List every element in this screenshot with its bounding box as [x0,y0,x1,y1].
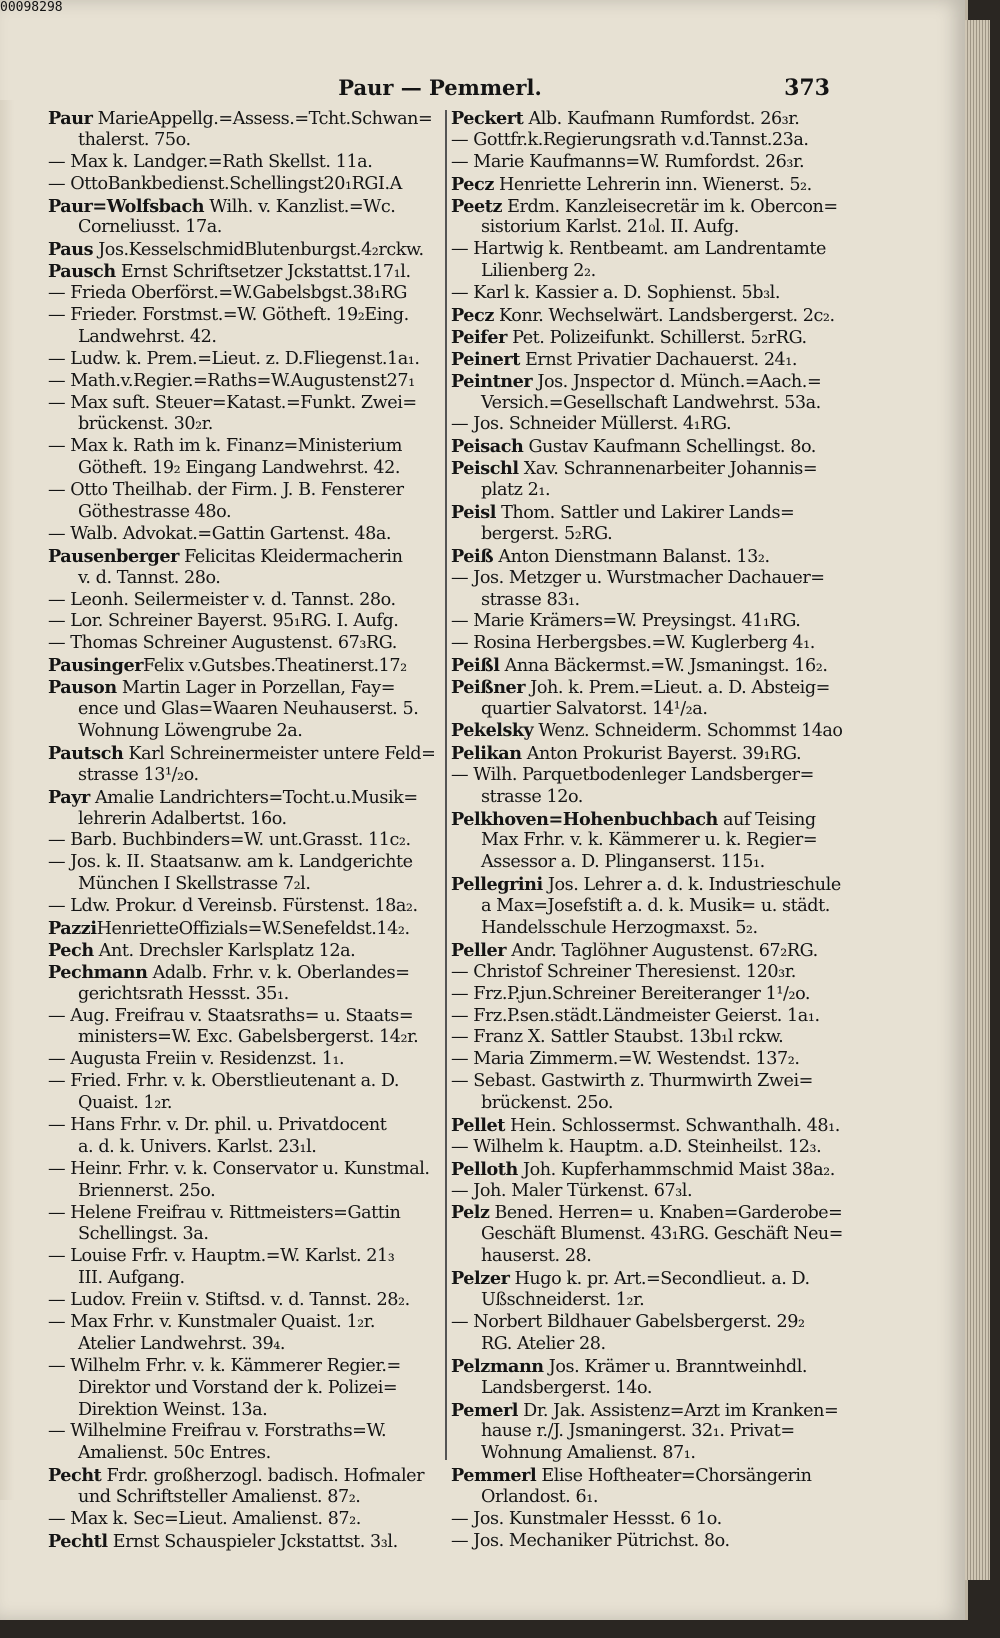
directory-line: Schellingst. 3a. [78,1224,209,1245]
directory-line: Amalienst. 50c Entres. [78,1443,271,1464]
column-divider [445,110,447,1460]
directory-line: Landwehrst. 42. [78,326,217,347]
directory-line: — Max k. Landger.=Rath Skellst. 11a. [48,151,373,172]
directory-line: — Norbert Bildhauer Gabelsbergerst. 29₂ [451,1311,805,1332]
surname-heading: Pelzmann [451,1355,544,1377]
directory-line: — Heinr. Frhr. v. k. Conservator u. Kunstmal. [48,1158,430,1179]
archive-stamp-number: 00098298 [0,0,63,15]
surname-heading: Payr [48,786,90,808]
surname-heading: Peller [451,939,507,961]
directory-line: — Marie Kaufmanns=W. Rumfordst. 26₃r. [451,151,805,172]
directory-line: Pelz Bened. Herren= u. Knaben=Garderobe= [451,1202,843,1223]
surname-heading: Pausch [48,261,116,283]
directory-line: a. d. k. Univers. Karlst. 23₁l. [78,1136,317,1157]
directory-line: — Walb. Advokat.=Gattin Gartenst. 48a. [48,523,392,544]
directory-line: Corneliusst. 17a. [78,217,222,238]
directory-line: Handelsschule Herzogmaxst. 5₂. [481,917,758,938]
directory-line: — Wilhelmine Freifrau v. Forstraths=W. [48,1421,387,1442]
directory-line: PausingerFelix v.Gutsbes.Theatinerst.17₂ [48,655,407,677]
directory-line: Pelzmann Jos. Krämer u. Branntweinhdl. [451,1355,808,1377]
surname-heading: Paur [48,108,93,129]
page-number: 373 [784,75,830,101]
surname-heading: Pemerl [451,1399,519,1421]
directory-line: ence und Glas=Waaren Neuhauserst. 5. [78,699,419,720]
directory-line: a Max=Josefstift a. d. k. Musik= u. städt. [481,896,830,917]
directory-line: hause r./J. Jsmaningerst. 32₁. Privat= [481,1421,795,1442]
directory-line: strasse 12o. [481,786,583,807]
surname-heading: Pelz [451,1202,490,1223]
directory-line: — Max Frhr. v. Kunstmaler Quaist. 1₂r. [48,1311,375,1332]
directory-line: Peinert Ernst Privatier Dachauerst. 24₁. [451,348,798,370]
directory-line: Geschäft Blumenst. 43₁RG. Geschäft Neu= [481,1224,843,1245]
directory-line: Direktor und Vorstand der k. Polizei= [78,1377,398,1398]
directory-line: — Ldw. Prokur. d Vereinsb. Fürstenst. 18a₂. [48,896,418,917]
directory-line: Pechmann Adalb. Frhr. v. k. Oberlandes= [48,961,410,983]
directory-line: Pelkhoven=Hohenbuchbach auf Teising [451,808,816,830]
directory-line: — Max k. Sec=Lieut. Amalienst. 87₂. [48,1509,361,1529]
surname-heading: Pelkhoven=Hohenbuchbach [451,808,718,830]
directory-line: Pelloth Joh. Kupferhammschmid Maist 38a₂. [451,1158,835,1180]
directory-line: Quaist. 1₂r. [78,1093,173,1114]
directory-line: Pechtl Ernst Schauspieler Jckstattst. 3₃l. [48,1530,398,1552]
surname-heading: Peischl [451,458,519,480]
directory-line: — Math.v.Regier.=Raths=W.Augustenst27₁ [48,370,415,391]
surname-heading: Peißner [451,677,526,699]
surname-heading: Peintner [451,370,533,392]
directory-line: strasse 13¹/₂o. [78,764,199,785]
directory-line: — Karl k. Kassier a. D. Sophienst. 5b₃l. [451,283,780,304]
directory-line: sistorium Karlst. 21₀l. II. Aufg. [481,217,739,238]
surname-heading: Pech [48,939,94,961]
directory-line: strasse 83₁. [481,589,580,610]
directory-line: — Frieda Oberförst.=W.Gabelsbgst.38₁RG [48,283,407,304]
surname-heading: Pecht [48,1465,102,1487]
directory-line: — Leonh. Seilermeister v. d. Tannst. 28o. [48,589,396,610]
directory-line: — Gottfr.k.Regierungsrath v.d.Tannst.23a. [451,129,809,150]
directory-line: Versich.=Gesellschaft Landwehrst. 53a. [481,392,821,413]
surname-heading: Pausenberger [48,545,179,567]
directory-line: — OttoBankbedienst.Schellingst20₁RGI.A [48,173,402,194]
directory-line: Peisach Gustav Kaufmann Schellingst. 8o. [451,436,816,458]
surname-heading: Pellegrini [451,874,543,896]
surname-heading: Pazzi [48,917,97,939]
directory-line: — Hans Frhr. v. Dr. phil. u. Privatdocent [48,1114,387,1135]
directory-line: Pautsch Karl Schreinermeister untere Feld= [48,742,436,764]
surname-heading: Peisl [451,502,496,524]
directory-line: thalerst. 75o. [78,129,191,150]
directory-line: Paur MarieAppellg.=Assess.=Tcht.Schwan= [48,108,433,129]
directory-line: Pecz Henriette Lehrerin inn. Wienerst. 5₂. [451,173,812,195]
directory-line: Peißner Joh. k. Prem.=Lieut. a. D. Absteig= [451,677,830,699]
surname-heading: Peisach [451,436,524,458]
surname-heading: Peiß [451,545,494,567]
directory-line: PazziHenrietteOffizials=W.Senefeldst.14₂. [48,917,410,939]
surname-heading: Paur=Wolfsbach [48,195,205,217]
directory-line: — Rosina Herbergsbes.=W. Kuglerberg 4₁. [451,633,815,654]
surname-heading: Pelloth [451,1158,518,1180]
directory-line: — Helene Freifrau v. Rittmeisters=Gattin [48,1202,401,1223]
directory-line: Assessor a. D. Plinganserst. 115₁. [481,852,765,873]
directory-line: — Ludw. k. Prem.=Lieut. z. D.Fliegenst.1a₁. [48,348,420,369]
directory-line: Pausenberger Felicitas Kleidermacherin [48,545,403,567]
page-edges [965,20,990,1580]
directory-line: — Jos. Mechaniker Pütrichst. 8o. [451,1530,730,1551]
directory-line: — Sebast. Gastwirth z. Thurmwirth Zwei= [451,1071,813,1092]
directory-line: platz 2₁. [481,480,551,501]
directory-line: — Jos. Metzger u. Wurstmacher Dachauer= [451,567,825,588]
surname-heading: Pellet [451,1114,505,1136]
directory-line: Pelzer Hugo k. pr. Art.=Secondlieut. a. D. [451,1268,810,1290]
directory-line: Peischl Xav. Schrannenarbeiter Johannis= [451,458,818,480]
directory-line: — Franz X. Sattler Staubst. 13b₁l rckw. [451,1027,784,1048]
directory-line: Pecht Frdr. großherzogl. badisch. Hofmaler [48,1465,425,1487]
directory-line: Max Frhr. v. k. Kämmerer u. k. Regier= [481,830,818,851]
directory-line: — Joh. Maler Türkenst. 67₃l. [451,1180,693,1201]
directory-line: brückenst. 30₂r. [78,414,213,435]
directory-line: — Wilhelm k. Hauptm. a.D. Steinheilst. 12₃. [451,1136,822,1157]
directory-line: quartier Salvatorst. 14¹/₂a. [481,699,708,720]
directory-line: — Aug. Freifrau v. Staatsraths= u. Staats= [48,1005,414,1026]
directory-line: Pauson Martin Lager in Porzellan, Fay= [48,677,396,699]
directory-line: — Augusta Freiin v. Residenzst. 1₁. [48,1049,345,1070]
directory-line: — Frz.P.sen.städt.Ländmeister Geierst. 1a₁. [451,1005,820,1026]
directory-line: — Barb. Buchbinders=W. unt.Grasst. 11c₂. [48,830,411,851]
directory-line: — Frieder. Forstmst.=W. Götheft. 19₂Eing. [48,305,409,326]
directory-line: Direktion Weinst. 13a. [78,1399,268,1420]
surname-heading: Pauson [48,677,117,699]
surname-heading: Peetz [451,195,503,217]
directory-line: — Christof Schreiner Theresienst. 120₃r. [451,961,796,982]
directory-line: lehrerin Adalbertst. 16o. [78,808,287,829]
surname-heading: Peifer [451,326,507,348]
directory-line: Pellegrini Jos. Lehrer a. d. k. Industrieschule [451,874,841,896]
directory-line: v. d. Tannst. 28o. [78,567,221,588]
surname-heading: Peckert [451,108,524,129]
directory-line: Lilienberg 2₂. [481,261,596,282]
directory-line: Pelikan Anton Prokurist Bayerst. 39₁RG. [451,742,802,764]
directory-line: bergerst. 5₂RG. [481,523,613,544]
directory-line: RG. Atelier 28. [481,1333,606,1354]
directory-line: Wohnung Löwengrube 2a. [78,720,303,741]
header-title: Paur — Pemmerl. [338,75,542,100]
directory-line: — Wilhelm Frhr. v. k. Kämmerer Regier.= [48,1355,401,1376]
surname-heading: Pecz [451,173,494,195]
directory-line: — Max suft. Steuer=Katast.=Funkt. Zwei= [48,392,417,413]
directory-line: Peißl Anna Bäckermst.=W. Jsmaningst. 16₂. [451,655,828,677]
directory-line: Göthestrasse 48o. [78,502,232,523]
directory-line: — Otto Theilhab. der Firm. J. B. Fensterer [48,480,404,501]
directory-line: München I Skellstrasse 7₂l. [78,874,311,895]
directory-line: Atelier Landwehrst. 39₄. [78,1333,286,1354]
right-column [451,108,843,1553]
directory-line: Peifer Pet. Polizeifunkt. Schillerst. 5₂rRG. [451,326,807,348]
directory-line: Peller Andr. Taglöhner Augustenst. 67₂RG. [451,939,818,961]
directory-line: Peintner Jos. Jnspector d. Münch.=Aach.= [451,370,822,392]
directory-line: Paus Jos.KesselschmidBlutenburgst.4₂rckw. [48,239,424,261]
directory-line: Pech Ant. Drechsler Karlsplatz 12a. [48,939,356,961]
directory-line: Briennerst. 25o. [78,1180,216,1201]
surname-heading: Pautsch [48,742,124,764]
directory-line: — Thomas Schreiner Augustenst. 67₃RG. [48,633,397,654]
surname-heading: Pemmerl [451,1465,537,1487]
surname-heading: Pechmann [48,961,148,983]
directory-line: Pausch Ernst Schriftsetzer Jckstattst.17₁l. [48,261,411,283]
directory-line: Peckert Alb. Kaufmann Rumfordst. 26₃r. [451,108,800,129]
directory-line: Orlandost. 6₁. [481,1487,598,1508]
directory-line: — Fried. Frhr. v. k. Oberstlieutenant a. D. [48,1071,400,1092]
directory-line: hauserst. 28. [481,1246,592,1267]
directory-line: III. Aufgang. [78,1268,185,1289]
running-header [0,75,965,107]
directory-line: — Wilh. Parquetbodenleger Landsberger= [451,764,814,785]
directory-line: — Hartwig k. Rentbeamt. am Landrentamte [451,239,826,260]
directory-line: Peetz Erdm. Kanzleisecretär im k. Obercon= [451,195,838,217]
directory-line: Wohnung Amalienst. 87₁. [481,1443,696,1464]
directory-line: ministers=W. Exc. Gabelsbergerst. 14₂r. [78,1027,419,1048]
directory-line: — Marie Krämers=W. Preysingst. 41₁RG. [451,611,801,632]
directory-line: — Jos. Kunstmaler Hessst. 6 1o. [451,1509,722,1529]
directory-line: — Maria Zimmerm.=W. Westendst. 137₂. [451,1049,800,1070]
directory-line: Pellet Hein. Schlossermst. Schwanthalh. 48₁. [451,1114,840,1136]
directory-line: — Jos. Schneider Müllerst. 4₁RG. [451,414,732,435]
left-column [48,108,441,1553]
directory-line: brückenst. 25o. [481,1093,614,1114]
surname-heading: Pecz [451,305,494,327]
directory-line: Landsbergerst. 14o. [481,1377,652,1398]
directory-line: und Schriftsteller Amalienst. 87₂. [78,1487,361,1508]
directory-line: Ußschneiderst. 1₂r. [481,1290,645,1311]
surname-heading: Peißl [451,655,500,677]
directory-line: — Jos. k. II. Staatsanw. am k. Landgerichte [48,852,413,873]
directory-line: Peisl Thom. Sattler und Lakirer Lands= [451,502,795,524]
directory-line: — Frz.P.jun.Schreiner Bereiteranger 1¹/₂o. [451,983,811,1004]
directory-line: Pekelsky Wenz. Schneiderm. Schommst 14ao [451,720,843,741]
directory-line: — Lor. Schreiner Bayerst. 95₁RG. I. Aufg. [48,611,399,632]
surname-heading: Paus [48,239,94,261]
surname-heading: Pekelsky [451,720,534,741]
directory-line: — Louise Frfr. v. Hauptm.=W. Karlst. 21₃ [48,1246,395,1267]
surname-heading: Pelzer [451,1268,510,1290]
directory-line: Pemerl Dr. Jak. Assistenz=Arzt im Kranken= [451,1399,839,1421]
directory-line: Götheft. 19₂ Eingang Landwehrst. 42. [78,458,401,479]
directory-line: Pecz Konr. Wechselwärt. Landsbergerst. 2c₂. [451,305,835,327]
directory-line: Payr Amalie Landrichters=Tocht.u.Musik= [48,786,418,808]
surname-heading: Pausinger [48,655,144,677]
surname-heading: Pelikan [451,742,522,764]
directory-line: Peiß Anton Dienstmann Balanst. 13₂. [451,545,770,567]
directory-line: Paur=Wolfsbach Wilh. v. Kanzlist.=Wc. [48,195,396,217]
surname-heading: Pechtl [48,1530,108,1552]
surname-heading: Peinert [451,348,520,370]
binding-shadow [0,100,14,1500]
directory-line: gerichtsrath Hessst. 35₁. [78,983,289,1004]
directory-line: — Ludov. Freiin v. Stiftsd. v. d. Tannst. 28₂. [48,1290,410,1311]
directory-line: — Max k. Rath im k. Finanz=Ministerium [48,436,402,457]
directory-line: Pemmerl Elise Hoftheater=Chorsängerin [451,1465,812,1487]
